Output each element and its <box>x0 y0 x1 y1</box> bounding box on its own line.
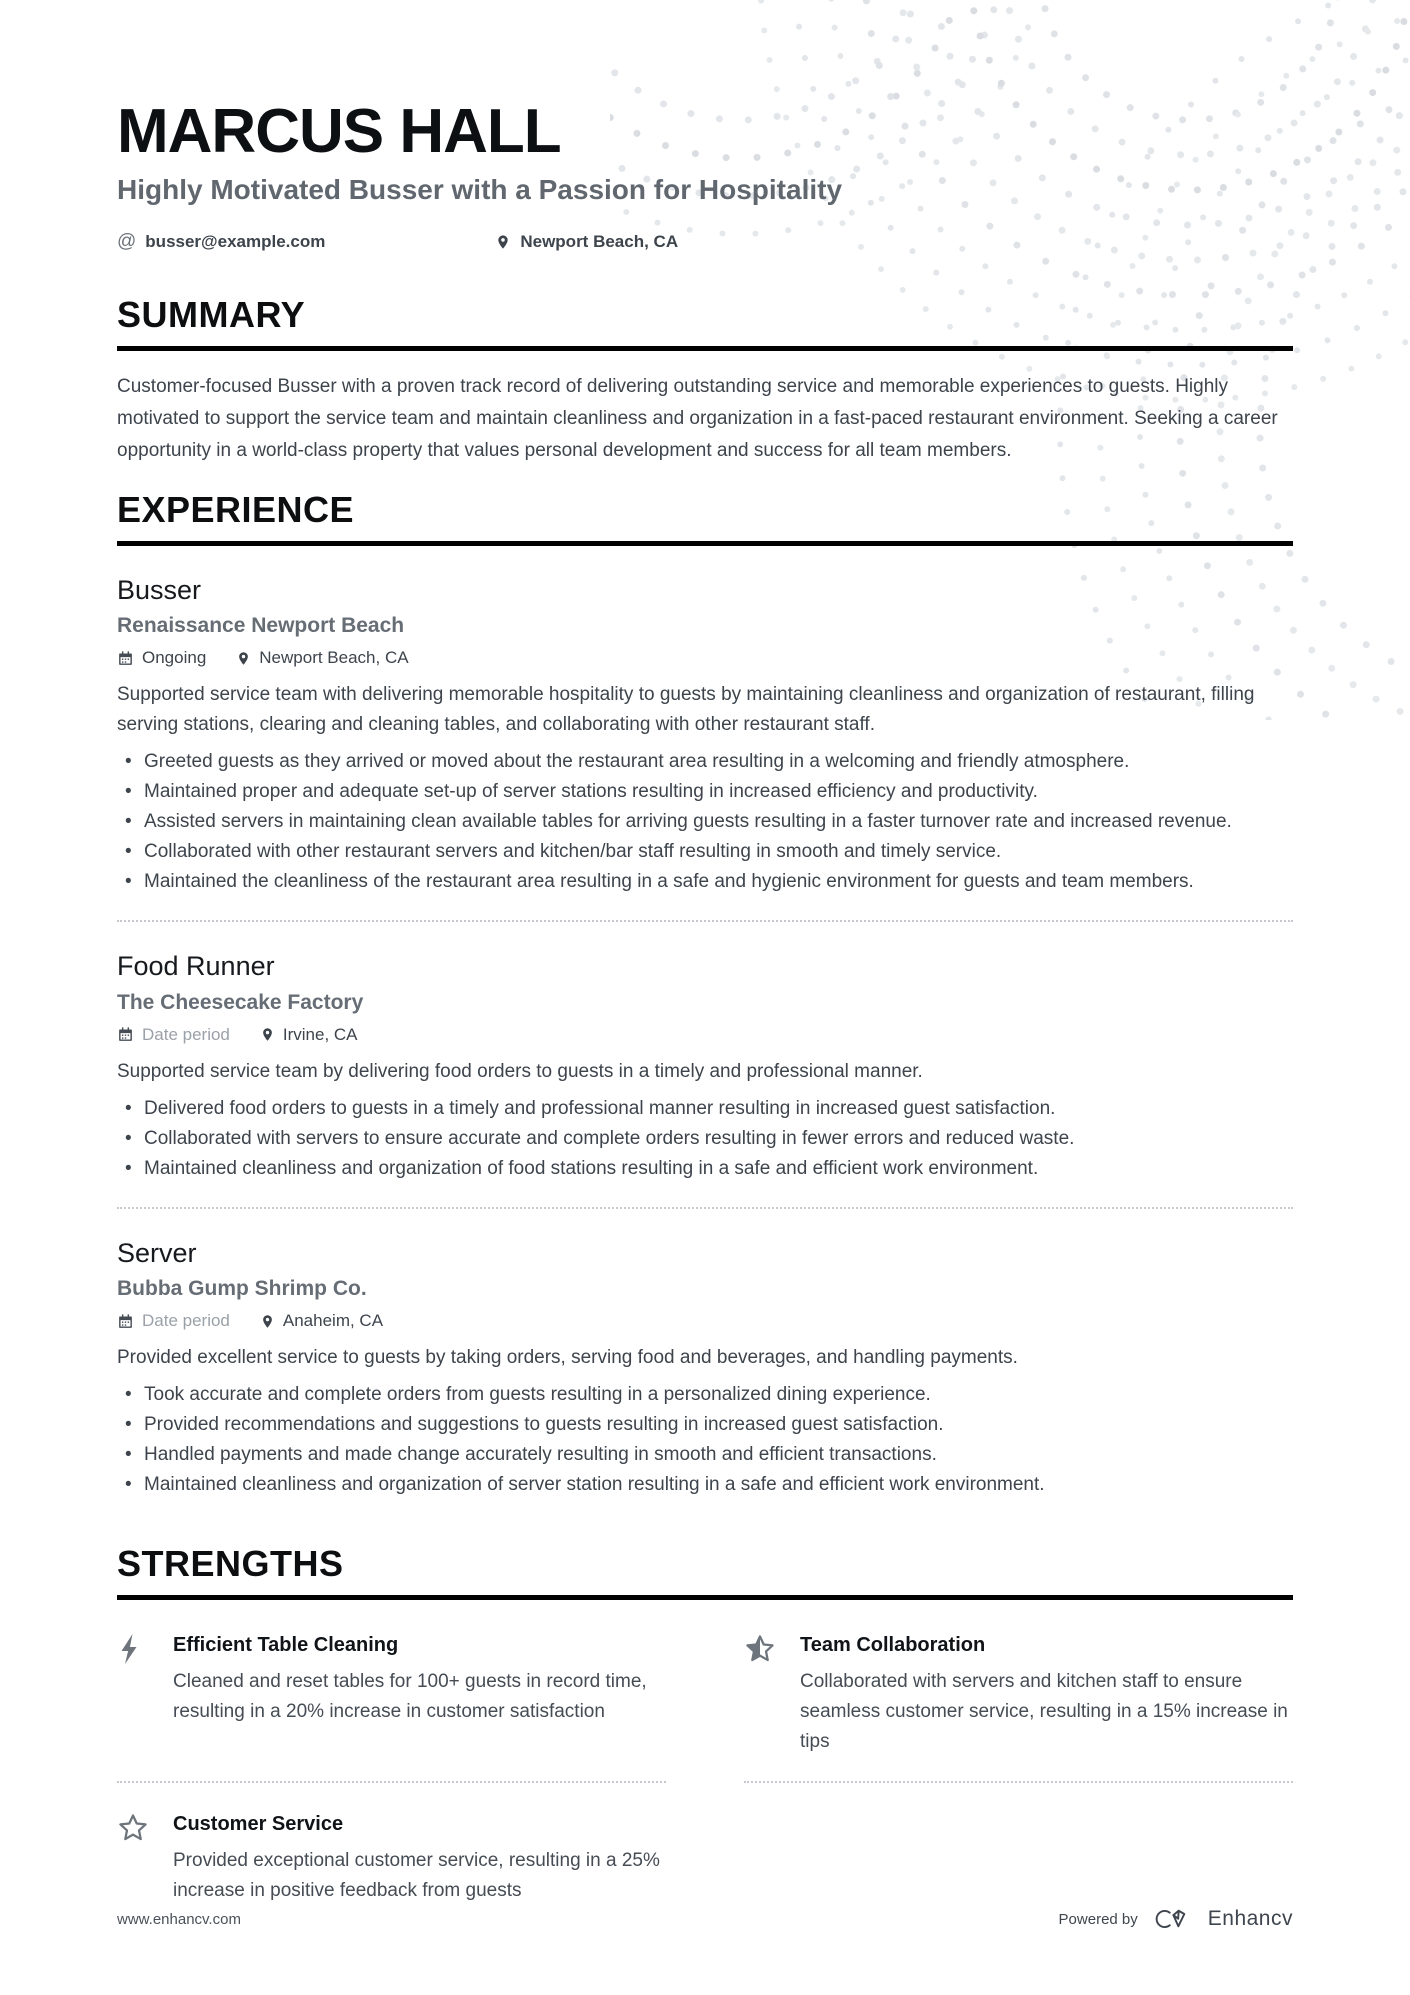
candidate-headline: Highly Motivated Busser with a Passion for Hospitality <box>117 174 843 206</box>
email-at-icon: @ <box>117 231 137 253</box>
strengths-grid <box>117 1604 1293 1930</box>
job-summary: Provided excellent service to guests by taking orders, serving food and beverages, and handling payments. <box>117 1347 1018 1368</box>
page-footer <box>117 1905 1293 1933</box>
strength-text: Cleaned and reset tables for 100+ guests in record time, resulting in a 20% increase in customer satisfaction <box>173 1671 647 1722</box>
experience-section <box>117 489 1293 1503</box>
job-location-item <box>236 648 408 668</box>
strength-text: Provided exceptional customer service, resulting in a 25% increase in positive feedback from guests <box>173 1850 660 1901</box>
email-link[interactable] <box>117 232 325 252</box>
experience-entry <box>117 546 1293 922</box>
strength-text: Collaborated with servers and kitchen staff to ensure seamless customer service, resulting in a 15% increase in tips <box>800 1671 1288 1752</box>
strength-body <box>173 1811 666 1906</box>
calendar-icon <box>117 1026 134 1043</box>
strength-item <box>744 1604 1293 1783</box>
location-pin-icon <box>495 234 511 250</box>
job-location-item <box>260 1025 358 1045</box>
job-bullet: • Handled payments and made change accurately resulting in smooth and efficient transactions. <box>117 1441 1293 1469</box>
job-period: Date period <box>142 1024 230 1044</box>
strength-title: Team Collaboration <box>800 1634 986 1656</box>
job-summary: Supported service team with delivering memorable hospitality to guests by maintaining cleanliness and organization of restaurant, filling serving stations, clearing and cleaning tables, and collaborating with other restaurant staff. <box>117 684 1255 736</box>
job-period: Ongoing <box>142 648 207 668</box>
job-role: Server <box>117 1237 197 1268</box>
job-location-item <box>260 1311 383 1331</box>
job-period-item <box>117 648 206 668</box>
job-company: The Cheesecake Factory <box>117 990 364 1014</box>
calendar-icon <box>117 650 134 667</box>
summary-section <box>117 294 1293 467</box>
strength-title: Customer Service <box>173 1813 344 1835</box>
enhancv-wordmark: Enhancv <box>1207 1907 1293 1930</box>
job-bullet: • Maintained the cleanliness of the restaurant area resulting in a safe and hygienic environment for guests and team members. <box>117 868 1293 896</box>
location-item <box>495 232 678 252</box>
strength-item <box>117 1604 666 1783</box>
summary-text: Customer-focused Busser with a proven track record of delivering outstanding service and memorable experiences to guests. Highly motivated to support the service team and maintain cleanliness and organization in a fast-paced restaurant environment. Seeking a career opportunity in a world-class property that values personal development and success for all team members. <box>117 375 1278 461</box>
job-company: Renaissance Newport Beach <box>117 614 405 638</box>
job-bullet: • Maintained cleanliness and organization of food stations resulting in a safe and efficient work environment. <box>117 1155 1293 1183</box>
job-bullet: • Assisted servers in maintaining clean available tables for arriving guests resulting in a faster turnover rate and increased revenue. <box>117 808 1293 836</box>
enhancv-logo-icon <box>1152 1905 1194 1933</box>
job-bullet: • Maintained proper and adequate set-up of server stations resulting in increased efficiency and productivity. <box>117 778 1293 806</box>
job-bullets <box>117 1095 1293 1183</box>
job-bullet: • Took accurate and complete orders from guests resulting in a personalized dining experience. <box>117 1381 1293 1409</box>
star-half-icon <box>744 1632 776 1757</box>
strengths-section <box>117 1543 1293 1930</box>
experience-title: EXPERIENCE <box>117 489 1293 546</box>
location-pin-icon <box>236 651 251 666</box>
job-bullet: • Collaborated with other restaurant servers and kitchen/bar staff resulting in smooth and timely service. <box>117 838 1293 866</box>
strengths-title: STRENGTHS <box>117 1543 1293 1600</box>
job-bullet: • Maintained cleanliness and organization of server station resulting in a safe and efficient work environment. <box>117 1471 1293 1499</box>
job-company: Bubba Gump Shrimp Co. <box>117 1277 367 1300</box>
location-pin-icon <box>260 1027 275 1042</box>
experience-entry <box>117 1209 1293 1503</box>
job-bullets <box>117 1381 1293 1499</box>
summary-title: SUMMARY <box>117 294 1293 351</box>
job-role: Food Runner <box>117 951 275 982</box>
location-pin-icon <box>260 1314 275 1329</box>
job-bullet: • Delivered food orders to guests in a timely and professional manner resulting in increased guest satisfaction. <box>117 1095 1293 1123</box>
job-bullet: • Provided recommendations and suggestions to guests resulting in increased guest satisfaction. <box>117 1411 1293 1439</box>
job-location: Anaheim, CA <box>282 1311 384 1330</box>
job-location: Irvine, CA <box>282 1024 358 1044</box>
email-text: busser@example.com <box>145 231 326 251</box>
resume-header <box>117 97 1293 253</box>
job-period-item <box>117 1025 230 1045</box>
location-text: Newport Beach, CA <box>520 231 679 251</box>
job-bullets <box>117 748 1293 896</box>
powered-by-link[interactable] <box>1059 1905 1293 1933</box>
lightning-bolt-icon <box>117 1632 149 1757</box>
job-role: Busser <box>117 574 202 605</box>
job-summary: Supported service team by delivering food orders to guests in a timely and professional manner. <box>117 1060 923 1082</box>
strength-body <box>173 1632 666 1757</box>
strength-title: Efficient Table Cleaning <box>173 1634 399 1656</box>
calendar-icon <box>117 1313 134 1330</box>
experience-entry <box>117 922 1293 1208</box>
job-meta <box>117 1311 1293 1331</box>
job-bullet: • Greeted guests as they arrived or moved about the restaurant area resulting in a welcoming and friendly atmosphere. <box>117 748 1293 776</box>
candidate-name: MARCUS HALL <box>117 97 561 166</box>
powered-by-label: Powered by <box>1058 1910 1138 1928</box>
job-meta <box>117 648 1293 668</box>
contact-row <box>117 232 1293 252</box>
job-bullet: • Collaborated with servers to ensure accurate and complete orders resulting in fewer errors and reduced waste. <box>117 1125 1293 1153</box>
job-meta <box>117 1025 1293 1045</box>
star-outline-icon <box>117 1811 149 1906</box>
job-location: Newport Beach, CA <box>259 648 409 668</box>
website-link[interactable]: www.enhancv.com <box>117 1910 241 1928</box>
job-period-item <box>117 1311 230 1331</box>
job-period: Date period <box>142 1311 230 1330</box>
strength-body <box>800 1632 1293 1757</box>
